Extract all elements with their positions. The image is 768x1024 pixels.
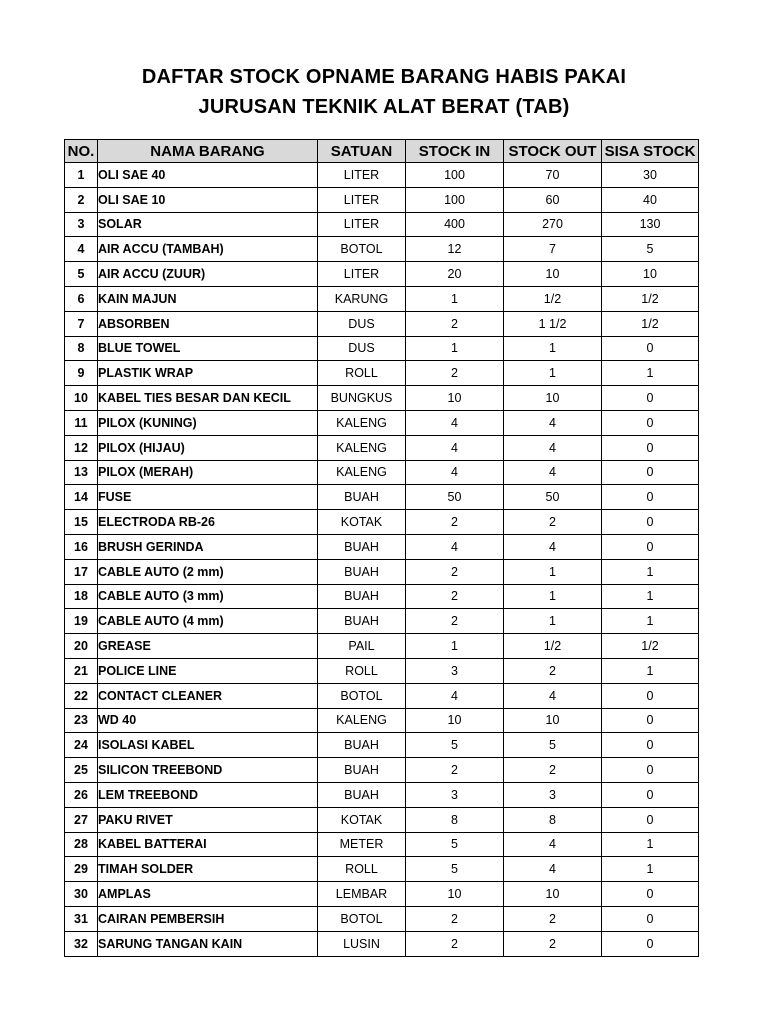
table-row bbox=[65, 534, 699, 559]
cell-satuan: BOTOL bbox=[318, 906, 406, 931]
cell-no: 14 bbox=[65, 485, 98, 510]
cell-sisa-stock: 0 bbox=[602, 336, 699, 361]
cell-sisa-stock: 130 bbox=[602, 212, 699, 237]
cell-stock-in: 5 bbox=[406, 857, 504, 882]
cell-nama-barang: KABEL BATTERAI bbox=[98, 832, 318, 857]
cell-nama-barang: ISOLASI KABEL bbox=[98, 733, 318, 758]
cell-sisa-stock: 1/2 bbox=[602, 286, 699, 311]
cell-sisa-stock: 1 bbox=[602, 559, 699, 584]
table-row bbox=[65, 485, 699, 510]
cell-nama-barang: SILICON TREEBOND bbox=[98, 758, 318, 783]
cell-nama-barang: CABLE AUTO (4 mm) bbox=[98, 609, 318, 634]
cell-nama-barang: TIMAH SOLDER bbox=[98, 857, 318, 882]
cell-nama-barang: PLASTIK WRAP bbox=[98, 361, 318, 386]
cell-satuan: KALENG bbox=[318, 435, 406, 460]
cell-sisa-stock: 1 bbox=[602, 832, 699, 857]
header-nama-barang: NAMA BARANG bbox=[98, 140, 318, 163]
cell-stock-out: 4 bbox=[504, 534, 602, 559]
cell-no: 10 bbox=[65, 386, 98, 411]
cell-no: 8 bbox=[65, 336, 98, 361]
table-row bbox=[65, 559, 699, 584]
cell-nama-barang: LEM TREEBOND bbox=[98, 782, 318, 807]
cell-stock-in: 4 bbox=[406, 683, 504, 708]
cell-sisa-stock: 0 bbox=[602, 807, 699, 832]
cell-satuan: KALENG bbox=[318, 410, 406, 435]
cell-no: 31 bbox=[65, 906, 98, 931]
cell-satuan: LUSIN bbox=[318, 931, 406, 956]
cell-no: 26 bbox=[65, 782, 98, 807]
cell-nama-barang: AMPLAS bbox=[98, 882, 318, 907]
cell-satuan: ROLL bbox=[318, 361, 406, 386]
cell-no: 18 bbox=[65, 584, 98, 609]
cell-stock-out: 4 bbox=[504, 832, 602, 857]
cell-sisa-stock: 1 bbox=[602, 658, 699, 683]
table-row bbox=[65, 634, 699, 659]
cell-stock-in: 2 bbox=[406, 559, 504, 584]
table-row bbox=[65, 361, 699, 386]
cell-sisa-stock: 10 bbox=[602, 262, 699, 287]
cell-no: 27 bbox=[65, 807, 98, 832]
cell-stock-out: 1 bbox=[504, 559, 602, 584]
cell-stock-in: 8 bbox=[406, 807, 504, 832]
cell-sisa-stock: 0 bbox=[602, 683, 699, 708]
cell-stock-in: 2 bbox=[406, 584, 504, 609]
cell-stock-out: 2 bbox=[504, 510, 602, 535]
cell-stock-out: 2 bbox=[504, 906, 602, 931]
cell-stock-out: 70 bbox=[504, 163, 602, 188]
cell-sisa-stock: 0 bbox=[602, 782, 699, 807]
cell-nama-barang: PILOX (KUNING) bbox=[98, 410, 318, 435]
cell-nama-barang: PAKU RIVET bbox=[98, 807, 318, 832]
cell-sisa-stock: 1 bbox=[602, 609, 699, 634]
table-row bbox=[65, 782, 699, 807]
table-row bbox=[65, 658, 699, 683]
cell-stock-out: 10 bbox=[504, 882, 602, 907]
table-row bbox=[65, 584, 699, 609]
cell-stock-out: 5 bbox=[504, 733, 602, 758]
cell-stock-out: 2 bbox=[504, 758, 602, 783]
cell-satuan: LEMBAR bbox=[318, 882, 406, 907]
cell-stock-in: 20 bbox=[406, 262, 504, 287]
header-no: NO. bbox=[65, 140, 98, 163]
cell-sisa-stock: 0 bbox=[602, 758, 699, 783]
cell-stock-out: 1 bbox=[504, 361, 602, 386]
cell-stock-out: 1 bbox=[504, 609, 602, 634]
cell-sisa-stock: 0 bbox=[602, 708, 699, 733]
cell-satuan: KALENG bbox=[318, 460, 406, 485]
cell-nama-barang: PILOX (HIJAU) bbox=[98, 435, 318, 460]
cell-stock-out: 4 bbox=[504, 683, 602, 708]
cell-stock-in: 4 bbox=[406, 435, 504, 460]
cell-no: 1 bbox=[65, 163, 98, 188]
cell-stock-in: 2 bbox=[406, 510, 504, 535]
cell-nama-barang: CABLE AUTO (3 mm) bbox=[98, 584, 318, 609]
cell-nama-barang: KABEL TIES BESAR DAN KECIL bbox=[98, 386, 318, 411]
cell-nama-barang: AIR ACCU (ZUUR) bbox=[98, 262, 318, 287]
cell-nama-barang: CABLE AUTO (2 mm) bbox=[98, 559, 318, 584]
cell-sisa-stock: 0 bbox=[602, 410, 699, 435]
cell-stock-out: 4 bbox=[504, 857, 602, 882]
cell-stock-in: 3 bbox=[406, 658, 504, 683]
cell-no: 2 bbox=[65, 187, 98, 212]
cell-sisa-stock: 30 bbox=[602, 163, 699, 188]
cell-sisa-stock: 1 bbox=[602, 584, 699, 609]
table-row bbox=[65, 510, 699, 535]
cell-nama-barang: SOLAR bbox=[98, 212, 318, 237]
cell-stock-in: 4 bbox=[406, 410, 504, 435]
cell-nama-barang: PILOX (MERAH) bbox=[98, 460, 318, 485]
cell-satuan: KOTAK bbox=[318, 807, 406, 832]
cell-stock-out: 1/2 bbox=[504, 286, 602, 311]
table-row bbox=[65, 286, 699, 311]
table-row bbox=[65, 460, 699, 485]
cell-stock-in: 100 bbox=[406, 187, 504, 212]
cell-stock-in: 2 bbox=[406, 931, 504, 956]
table-row bbox=[65, 212, 699, 237]
table-row bbox=[65, 336, 699, 361]
cell-stock-in: 10 bbox=[406, 386, 504, 411]
cell-no: 22 bbox=[65, 683, 98, 708]
cell-sisa-stock: 0 bbox=[602, 534, 699, 559]
cell-no: 3 bbox=[65, 212, 98, 237]
cell-sisa-stock: 0 bbox=[602, 906, 699, 931]
cell-nama-barang: SARUNG TANGAN KAIN bbox=[98, 931, 318, 956]
cell-stock-out: 4 bbox=[504, 460, 602, 485]
header-stock-out: STOCK OUT bbox=[504, 140, 602, 163]
cell-satuan: LITER bbox=[318, 163, 406, 188]
cell-satuan: BUAH bbox=[318, 584, 406, 609]
cell-sisa-stock: 1 bbox=[602, 857, 699, 882]
table-row bbox=[65, 683, 699, 708]
cell-stock-in: 2 bbox=[406, 361, 504, 386]
cell-nama-barang: ABSORBEN bbox=[98, 311, 318, 336]
cell-stock-in: 4 bbox=[406, 534, 504, 559]
cell-satuan: KARUNG bbox=[318, 286, 406, 311]
cell-no: 17 bbox=[65, 559, 98, 584]
cell-no: 16 bbox=[65, 534, 98, 559]
cell-stock-in: 10 bbox=[406, 882, 504, 907]
cell-stock-in: 10 bbox=[406, 708, 504, 733]
cell-stock-out: 270 bbox=[504, 212, 602, 237]
cell-nama-barang: BLUE TOWEL bbox=[98, 336, 318, 361]
cell-satuan: BOTOL bbox=[318, 237, 406, 262]
cell-no: 9 bbox=[65, 361, 98, 386]
cell-nama-barang: OLI SAE 10 bbox=[98, 187, 318, 212]
stock-table bbox=[64, 139, 699, 957]
table-row bbox=[65, 807, 699, 832]
cell-stock-in: 50 bbox=[406, 485, 504, 510]
cell-nama-barang: ELECTRODA RB-26 bbox=[98, 510, 318, 535]
cell-satuan: LITER bbox=[318, 187, 406, 212]
cell-stock-out: 1 1/2 bbox=[504, 311, 602, 336]
cell-no: 7 bbox=[65, 311, 98, 336]
cell-satuan: BOTOL bbox=[318, 683, 406, 708]
cell-stock-in: 4 bbox=[406, 460, 504, 485]
cell-satuan: BUAH bbox=[318, 485, 406, 510]
cell-satuan: ROLL bbox=[318, 857, 406, 882]
cell-no: 6 bbox=[65, 286, 98, 311]
cell-satuan: BUAH bbox=[318, 559, 406, 584]
cell-satuan: BUAH bbox=[318, 782, 406, 807]
cell-nama-barang: KAIN MAJUN bbox=[98, 286, 318, 311]
cell-sisa-stock: 0 bbox=[602, 882, 699, 907]
table-row bbox=[65, 857, 699, 882]
cell-satuan: BUAH bbox=[318, 758, 406, 783]
cell-stock-out: 1 bbox=[504, 336, 602, 361]
cell-sisa-stock: 0 bbox=[602, 510, 699, 535]
cell-satuan: ROLL bbox=[318, 658, 406, 683]
cell-no: 32 bbox=[65, 931, 98, 956]
cell-stock-out: 50 bbox=[504, 485, 602, 510]
cell-no: 30 bbox=[65, 882, 98, 907]
cell-no: 21 bbox=[65, 658, 98, 683]
cell-satuan: LITER bbox=[318, 212, 406, 237]
cell-satuan: KALENG bbox=[318, 708, 406, 733]
cell-sisa-stock: 1 bbox=[602, 361, 699, 386]
cell-satuan: BUNGKUS bbox=[318, 386, 406, 411]
table-row bbox=[65, 931, 699, 956]
cell-stock-out: 8 bbox=[504, 807, 602, 832]
cell-stock-out: 2 bbox=[504, 658, 602, 683]
table-row bbox=[65, 187, 699, 212]
cell-sisa-stock: 0 bbox=[602, 733, 699, 758]
cell-stock-in: 1 bbox=[406, 336, 504, 361]
header-sisa-stock: SISA STOCK bbox=[602, 140, 699, 163]
cell-nama-barang: GREASE bbox=[98, 634, 318, 659]
document-title: DAFTAR STOCK OPNAME BARANG HABIS PAKAI bbox=[141, 66, 627, 88]
table-row bbox=[65, 733, 699, 758]
cell-satuan: BUAH bbox=[318, 534, 406, 559]
table-row bbox=[65, 758, 699, 783]
table-row bbox=[65, 386, 699, 411]
cell-stock-out: 10 bbox=[504, 708, 602, 733]
cell-stock-out: 3 bbox=[504, 782, 602, 807]
cell-nama-barang: BRUSH GERINDA bbox=[98, 534, 318, 559]
cell-no: 4 bbox=[65, 237, 98, 262]
cell-no: 12 bbox=[65, 435, 98, 460]
cell-satuan: METER bbox=[318, 832, 406, 857]
table-row bbox=[65, 237, 699, 262]
cell-no: 5 bbox=[65, 262, 98, 287]
cell-stock-in: 5 bbox=[406, 832, 504, 857]
cell-sisa-stock: 5 bbox=[602, 237, 699, 262]
cell-stock-in: 400 bbox=[406, 212, 504, 237]
cell-stock-out: 4 bbox=[504, 410, 602, 435]
cell-nama-barang: CONTACT CLEANER bbox=[98, 683, 318, 708]
cell-satuan: KOTAK bbox=[318, 510, 406, 535]
cell-nama-barang: FUSE bbox=[98, 485, 318, 510]
cell-nama-barang: WD 40 bbox=[98, 708, 318, 733]
cell-satuan: BUAH bbox=[318, 609, 406, 634]
cell-sisa-stock: 0 bbox=[602, 485, 699, 510]
header-satuan: SATUAN bbox=[318, 140, 406, 163]
table-row bbox=[65, 882, 699, 907]
cell-satuan: DUS bbox=[318, 311, 406, 336]
cell-no: 28 bbox=[65, 832, 98, 857]
cell-no: 13 bbox=[65, 460, 98, 485]
cell-sisa-stock: 1/2 bbox=[602, 311, 699, 336]
cell-sisa-stock: 1/2 bbox=[602, 634, 699, 659]
cell-no: 29 bbox=[65, 857, 98, 882]
cell-stock-out: 10 bbox=[504, 386, 602, 411]
table-row bbox=[65, 262, 699, 287]
table-row bbox=[65, 311, 699, 336]
cell-stock-in: 1 bbox=[406, 286, 504, 311]
cell-no: 25 bbox=[65, 758, 98, 783]
header-stock-in: STOCK IN bbox=[406, 140, 504, 163]
cell-no: 19 bbox=[65, 609, 98, 634]
table-row bbox=[65, 163, 699, 188]
cell-stock-out: 2 bbox=[504, 931, 602, 956]
table-row bbox=[65, 708, 699, 733]
cell-satuan: PAIL bbox=[318, 634, 406, 659]
cell-stock-in: 100 bbox=[406, 163, 504, 188]
cell-sisa-stock: 0 bbox=[602, 386, 699, 411]
cell-satuan: BUAH bbox=[318, 733, 406, 758]
cell-stock-in: 2 bbox=[406, 758, 504, 783]
cell-stock-out: 4 bbox=[504, 435, 602, 460]
cell-stock-out: 1/2 bbox=[504, 634, 602, 659]
cell-sisa-stock: 40 bbox=[602, 187, 699, 212]
cell-no: 20 bbox=[65, 634, 98, 659]
table-row bbox=[65, 906, 699, 931]
cell-stock-out: 60 bbox=[504, 187, 602, 212]
cell-stock-out: 10 bbox=[504, 262, 602, 287]
cell-stock-in: 1 bbox=[406, 634, 504, 659]
table-header-row bbox=[65, 140, 699, 163]
cell-stock-out: 1 bbox=[504, 584, 602, 609]
document-subtitle: JURUSAN TEKNIK ALAT BERAT (TAB) bbox=[198, 96, 570, 118]
table-row bbox=[65, 435, 699, 460]
cell-nama-barang: POLICE LINE bbox=[98, 658, 318, 683]
cell-nama-barang: CAIRAN PEMBERSIH bbox=[98, 906, 318, 931]
cell-sisa-stock: 0 bbox=[602, 435, 699, 460]
cell-no: 15 bbox=[65, 510, 98, 535]
cell-nama-barang: OLI SAE 40 bbox=[98, 163, 318, 188]
cell-stock-in: 12 bbox=[406, 237, 504, 262]
cell-stock-in: 2 bbox=[406, 906, 504, 931]
cell-nama-barang: AIR ACCU (TAMBAH) bbox=[98, 237, 318, 262]
cell-sisa-stock: 0 bbox=[602, 931, 699, 956]
cell-satuan: LITER bbox=[318, 262, 406, 287]
cell-stock-in: 2 bbox=[406, 311, 504, 336]
cell-stock-in: 3 bbox=[406, 782, 504, 807]
cell-stock-in: 2 bbox=[406, 609, 504, 634]
cell-sisa-stock: 0 bbox=[602, 460, 699, 485]
cell-satuan: DUS bbox=[318, 336, 406, 361]
cell-no: 11 bbox=[65, 410, 98, 435]
cell-no: 23 bbox=[65, 708, 98, 733]
table-row bbox=[65, 410, 699, 435]
cell-stock-out: 7 bbox=[504, 237, 602, 262]
cell-stock-in: 5 bbox=[406, 733, 504, 758]
table-row bbox=[65, 832, 699, 857]
table-row bbox=[65, 609, 699, 634]
cell-no: 24 bbox=[65, 733, 98, 758]
